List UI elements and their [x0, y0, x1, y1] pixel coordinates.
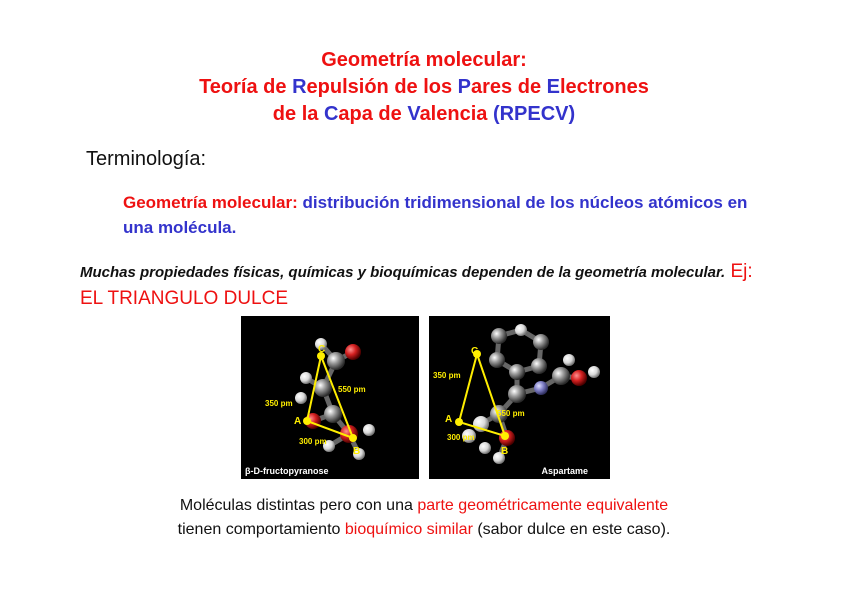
distance-label-300: 300 pm [299, 437, 327, 446]
title-text: ares de [471, 76, 547, 98]
title-geometria: Geometría molecular: [321, 49, 527, 71]
properties-text: Muchas propiedades físicas, químicas y bioquímicas dependen de la geometría molecular. [80, 264, 726, 281]
aspartame-molecule-image [429, 316, 610, 479]
title-text: Teoría de [199, 76, 293, 98]
title-line-1 [0, 47, 848, 74]
definition-paragraph [123, 190, 763, 240]
distance-label-550: 550 pm [497, 409, 525, 418]
title-text: alencia [419, 103, 493, 125]
distance-label-350: 350 pm [265, 399, 293, 408]
conclusion-paragraph [0, 494, 848, 542]
title-text: lectrones [559, 76, 649, 98]
definition-text: distribución tridimensional de los núcleos atómicos en una molécula. [123, 193, 748, 237]
title-initial: P [457, 76, 472, 98]
title-initial: E [546, 76, 560, 98]
vertex-b-label: B [353, 446, 361, 457]
terminology-heading: Terminología: [86, 148, 207, 170]
distance-label-350: 350 pm [433, 371, 461, 380]
title-acronym: (RPECV) [492, 103, 576, 125]
title-text: de la [272, 103, 324, 125]
figure-caption: β-D-fructopyranose [245, 466, 329, 476]
figure-caption: Aspartame [541, 466, 588, 476]
title-text: apa de [338, 103, 408, 125]
vertex-a-label: A [445, 414, 453, 425]
molecule-model-1 [241, 316, 419, 479]
molecule-model-2 [429, 316, 610, 479]
vertex-a-label: A [294, 416, 302, 427]
distance-label-300: 300 pm [447, 433, 475, 442]
vertex-b-label: B [501, 446, 509, 457]
title-initial: C [323, 103, 339, 125]
title-initial: R [292, 76, 307, 98]
vertex-c-label: C [471, 346, 479, 357]
distance-label-550: 550 pm [338, 385, 366, 394]
conclusion-text: Moléculas distintas pero con una [179, 497, 418, 514]
fructopyranose-molecule-image [241, 316, 419, 479]
title-initial: V [407, 103, 420, 125]
example-text: Ej: EL TRIANGULO DULCE [80, 261, 753, 309]
conclusion-text: tienen comportamiento [177, 521, 345, 538]
properties-paragraph [80, 259, 780, 313]
definition-term: Geometría molecular: [123, 193, 298, 212]
title-line-2 [0, 74, 848, 101]
conclusion-highlight: parte geométricamente equivalente [417, 497, 669, 514]
conclusion-text: (sabor dulce en este caso). [472, 521, 671, 538]
conclusion-highlight: bioquímico similar [344, 521, 473, 538]
title-text: epulsión de los [306, 76, 458, 98]
vertex-c-label: C [318, 344, 326, 355]
title-line-3 [0, 101, 848, 128]
